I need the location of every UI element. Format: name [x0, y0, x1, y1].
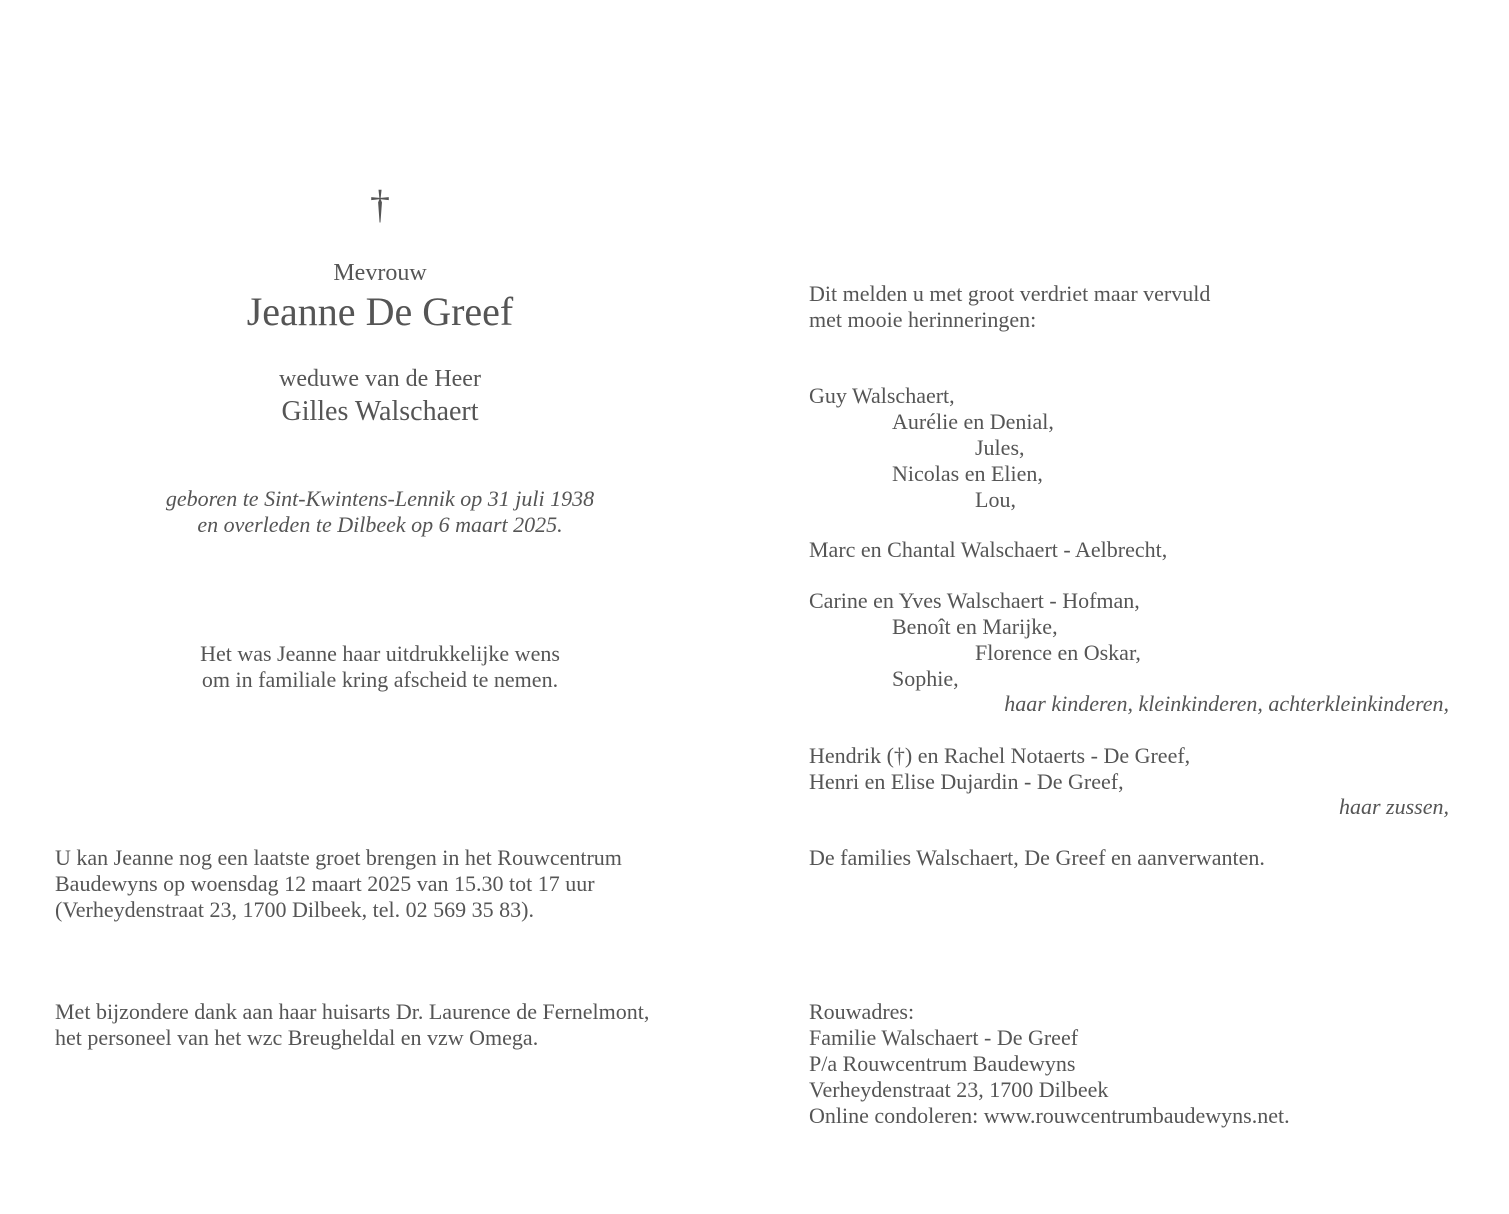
families-line: De families Walschaert, De Greef en aanverwanten.	[809, 845, 1265, 870]
visitation-line-3: (Verheydenstraat 23, 1700 Dilbeek, tel. 02 569 35 83).	[55, 897, 534, 922]
honorific: Mevrouw	[333, 260, 427, 286]
thanks-line-2: het personeel van het wzc Breugheldal en vzw Omega.	[55, 1025, 539, 1050]
wish-line-2: om in familiale kring afscheid te nemen.	[201, 667, 559, 692]
child: Benoît en Marijke,	[892, 614, 1058, 639]
child: Sophie,	[892, 666, 959, 691]
address-block	[809, 999, 1290, 1129]
intro-line-2: met mooie herinneringen:	[809, 307, 1037, 332]
family-carine	[809, 588, 1141, 692]
grandchild: Jules,	[975, 435, 1025, 460]
visitation-line-2: Baudewyns op woensdag 12 maart 2025 van 15.30 tot 17 uur	[55, 871, 595, 896]
sisters-caption: haar zussen,	[1338, 794, 1449, 819]
child: Nicolas en Elien,	[892, 461, 1043, 486]
family-guy	[809, 383, 1054, 513]
spouse-name: Gilles Walschaert	[281, 396, 479, 427]
sister-line-2: Henri en Elise Dujardin - De Greef,	[809, 769, 1124, 794]
address-line-2: P/a Rouwcentrum Baudewyns	[809, 1051, 1076, 1076]
address-line-4: Online condoleren: www.rouwcentrumbaudewyns.net.	[809, 1103, 1290, 1128]
birth-line: geboren te Sint-Kwintens-Lennik op 31 juli 1938	[165, 486, 595, 511]
family-head: Marc en Chantal Walschaert - Aelbrecht,	[809, 537, 1168, 562]
family-marc	[809, 537, 1167, 563]
relation-label: weduwe van de Heer	[279, 366, 481, 392]
visitation-line-1: U kan Jeanne nog een laatste groet brengen in het Rouwcentrum	[55, 845, 622, 870]
grandchild: Florence en Oskar,	[975, 640, 1141, 665]
death-line: en overleden te Dilbeek op 6 maart 2025.	[197, 512, 563, 537]
family-head: Carine en Yves Walschaert - Hofman,	[809, 588, 1140, 613]
sisters-block	[809, 743, 1190, 795]
address-label: Rouwadres:	[809, 999, 915, 1024]
deceased-name: Jeanne De Greef	[246, 289, 514, 334]
thanks-block	[55, 999, 649, 1051]
family-head: Guy Walschaert,	[809, 383, 955, 408]
cross-icon: †	[370, 182, 390, 227]
children-caption: haar kinderen, kleinkinderen, achterkleinkinderen,	[1004, 691, 1449, 716]
address-line-3: Verheydenstraat 23, 1700 Dilbeek	[809, 1077, 1109, 1102]
thanks-line-1: Met bijzondere dank aan haar huisarts Dr. Laurence de Fernelmont,	[55, 999, 650, 1024]
address-line-1: Familie Walschaert - De Greef	[809, 1025, 1079, 1050]
intro-line-1: Dit melden u met groot verdriet maar vervuld	[809, 281, 1211, 306]
intro-block	[809, 281, 1210, 333]
sister-line-1: Hendrik (†) en Rachel Notaerts - De Greef,	[809, 743, 1191, 768]
grandchild: Lou,	[975, 487, 1016, 512]
visitation-block	[55, 845, 622, 923]
wish-line-1: Het was Jeanne haar uitdrukkelijke wens	[200, 641, 560, 666]
child: Aurélie en Denial,	[892, 409, 1054, 434]
